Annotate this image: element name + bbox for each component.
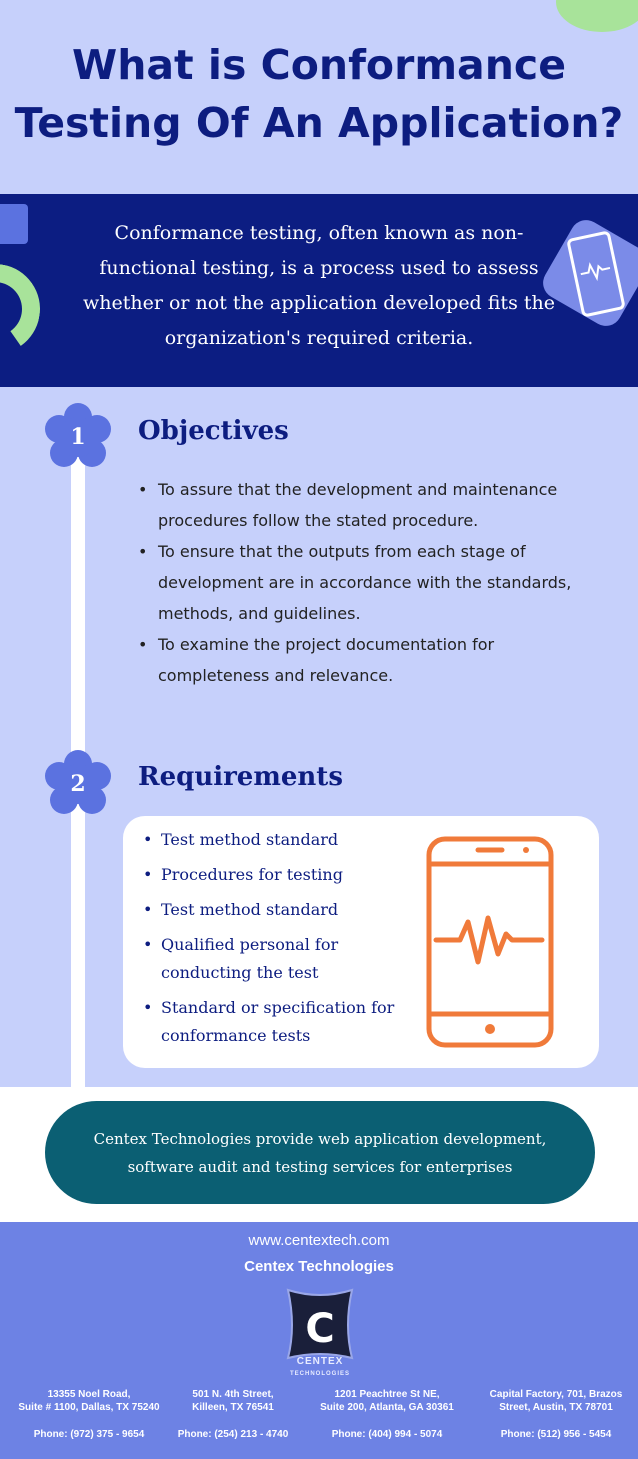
website-link[interactable]: www.centextech.com <box>248 1232 390 1249</box>
step-number: 2 <box>70 771 86 797</box>
office-address-line2: Suite 200, Atlanta, GA 30361 <box>320 1402 454 1413</box>
office-address-line2: Street, Austin, TX 78701 <box>499 1402 613 1413</box>
title-section <box>0 0 638 194</box>
office-address-line2: Killeen, TX 76541 <box>192 1402 274 1413</box>
cta-pill <box>45 1101 595 1204</box>
list-item: • Test method standard <box>143 826 403 854</box>
title-line-2: Testing Of An Application? <box>14 99 624 147</box>
office-address-line1: 501 N. 4th Street, <box>192 1389 274 1400</box>
office-phone[interactable]: Phone: (254) 213 - 4740 <box>177 1429 289 1440</box>
office-address-line1: Capital Factory, 701, Brazos <box>489 1389 623 1400</box>
list-item: • To assure that the development and maintenance procedures follow the stated procedure. <box>138 474 608 536</box>
list-item: • To ensure that the outputs from each stage of development are in accordance with the standards, methods, and guidelines. <box>138 536 608 629</box>
flower-badge-icon <box>42 748 114 820</box>
objectives-heading: Objectives <box>138 416 289 446</box>
logo-letter: C <box>305 1306 335 1352</box>
logo-text: CENTEX <box>296 1356 344 1367</box>
footer <box>0 1222 638 1459</box>
flower-badge-icon <box>42 401 114 473</box>
office-killeen <box>153 1388 313 1441</box>
intro-banner <box>0 194 638 387</box>
office-atlanta <box>307 1388 467 1441</box>
office-phone[interactable]: Phone: (512) 956 - 5454 <box>500 1429 612 1440</box>
company-name: Centex Technologies <box>244 1258 394 1275</box>
office-address-line1: 13355 Noel Road, <box>47 1389 131 1400</box>
office-dallas <box>9 1388 169 1441</box>
requirements-heading: Requirements <box>138 762 343 792</box>
list-item: • Procedures for testing <box>143 861 403 889</box>
office-address-line2: Suite # 1100, Dallas, TX 75240 <box>18 1402 160 1413</box>
decorative-arrow-shape <box>0 204 28 244</box>
list-item: • Test method standard <box>143 896 403 924</box>
list-item: • Standard or specification for conformance tests <box>143 994 403 1050</box>
logo-subtext: TECHNOLOGIES <box>289 1371 350 1377</box>
cta-text: Centex Technologies provide web application development, software audit and testing services for enterprises <box>93 1130 547 1176</box>
list-item: • To examine the project documentation for completeness and relevance. <box>138 629 608 691</box>
logo-caption <box>260 1356 380 1378</box>
step-number: 1 <box>70 424 86 450</box>
objectives-list <box>138 474 608 691</box>
list-item: • Qualified personal for conducting the test <box>143 931 403 987</box>
office-phone[interactable]: Phone: (404) 994 - 5074 <box>331 1429 443 1440</box>
requirements-card <box>123 816 599 1068</box>
intro-text: Conformance testing, often known as non-functional testing, is a process used to assess whether or not the application developed fits the organization's required criteria. <box>83 222 555 349</box>
office-phone[interactable]: Phone: (972) 375 - 9654 <box>33 1429 145 1440</box>
office-austin <box>476 1388 636 1441</box>
office-address-line1: 1201 Peachtree St NE, <box>334 1389 440 1400</box>
requirements-list <box>143 826 403 1057</box>
phone-heartbeat-icon <box>426 836 554 1048</box>
page-title <box>0 36 638 152</box>
title-line-1: What is Conformance <box>71 41 567 89</box>
decorative-arc-shape <box>0 257 47 361</box>
